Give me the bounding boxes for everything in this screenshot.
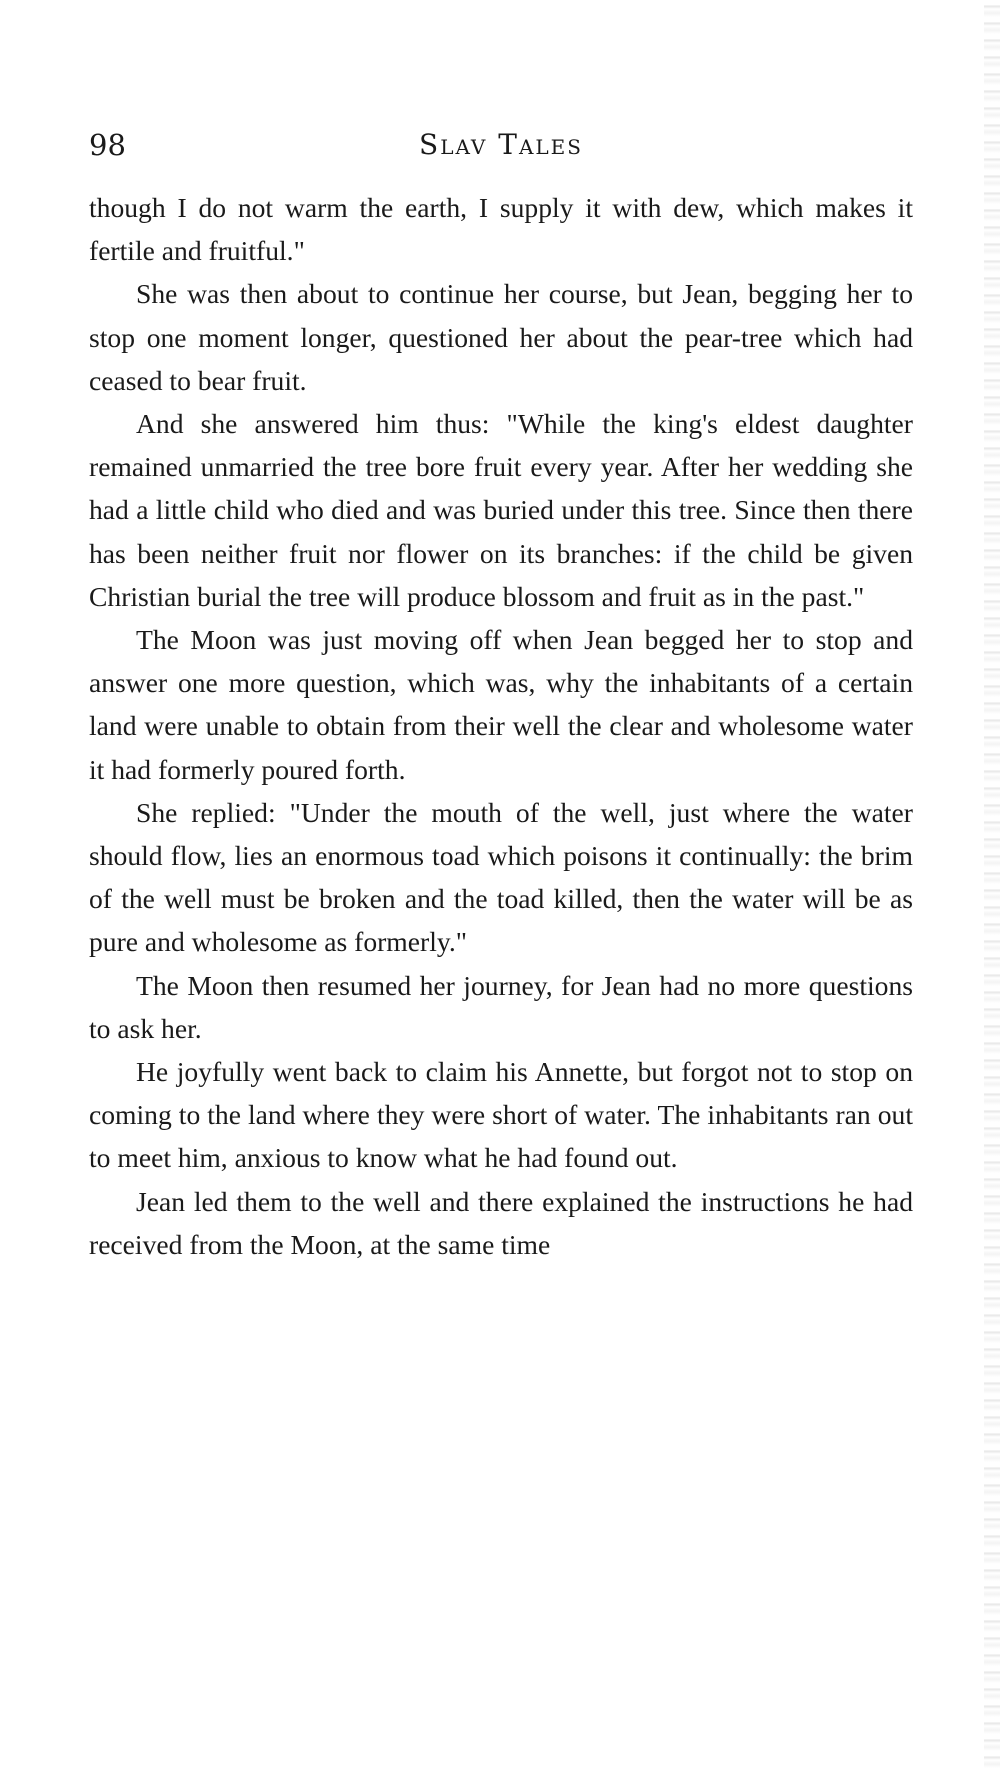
paragraph: Jean led them to the well and there explained the instructions he had received from the Moon, at the same time: [89, 1185, 913, 1260]
paragraph: The Moon then resumed her journey, for Jean had no more questions to ask her.: [89, 969, 913, 1044]
paragraph: And she answered him thus: "While the king's eldest daughter remained unmarried the tree bore fruit every year. After her wedding she had a little child who died and was buried under this tree. Since then there has been neither fruit nor flower on its branches: if the child be given Christian burial the tree will produce blossom and fruit as in the past.": [89, 408, 913, 612]
running-head: Slav Tales: [419, 128, 583, 161]
page-number: 98: [89, 128, 126, 162]
page-header: [89, 128, 913, 168]
paragraph: He joyfully went back to claim his Annette, but forgot not to stop on coming to the land where they were short of water. The inhabitants ran out to meet him, anxious to know what he had found out.: [89, 1056, 913, 1174]
paragraph: She replied: "Under the mouth of the well, just where the water should flow, lies an enormous toad which poisons it continually: the brim of the well must be broken and the toad killed, then the water will be as pure and wholesome as formerly.": [89, 796, 913, 958]
paragraph-continuation: though I do not warm the earth, I supply it with dew, which makes it fertile and fruitful.": [89, 192, 913, 267]
paragraph: The Moon was just moving off when Jean begged her to stop and answer one more question, which was, why the inhabitants of a certain land were unable to obtain from their well the clear and wholesome water it had formerly poured forth.: [89, 624, 913, 785]
body-text: [89, 186, 913, 1266]
page-edge-shadow: [984, 0, 1000, 1768]
paragraph: She was then about to continue her course, but Jean, begging her to stop one moment longer, questioned her about the pear-tree which had ceased to bear fruit.: [89, 278, 913, 396]
